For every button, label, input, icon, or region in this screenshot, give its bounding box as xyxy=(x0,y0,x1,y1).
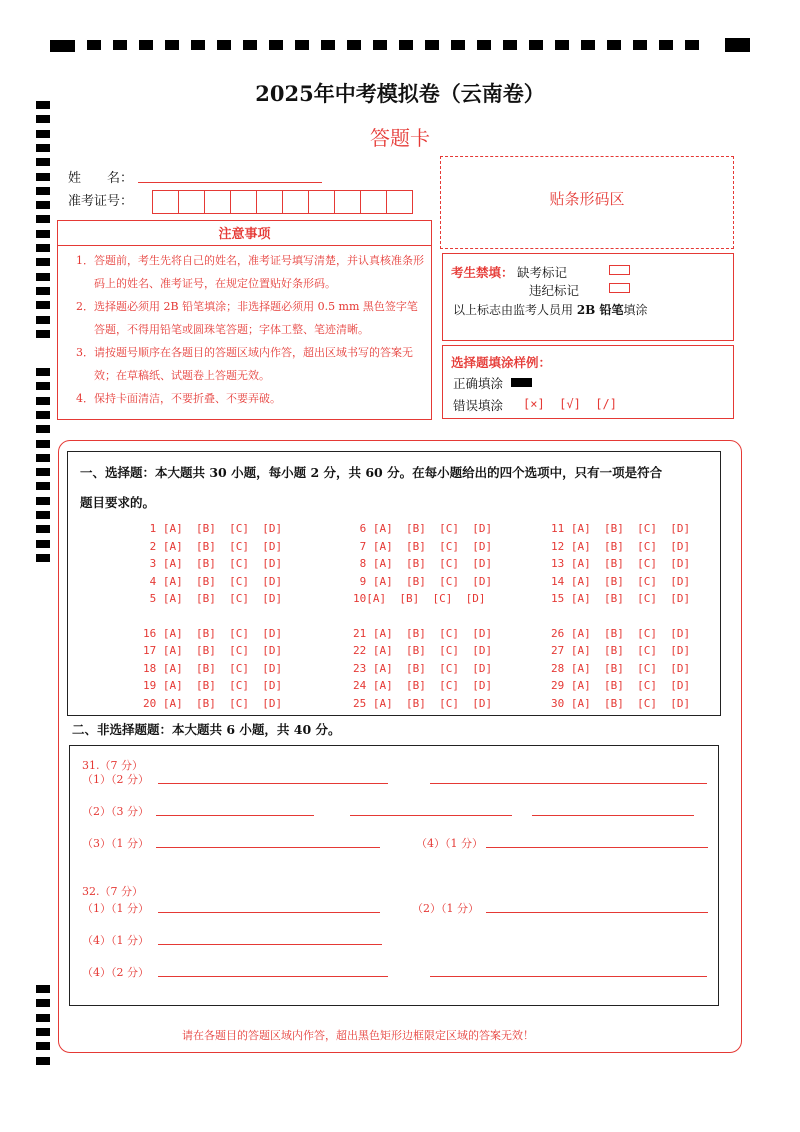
proctor-note-suffix: 填涂 xyxy=(623,303,648,317)
timing-mark xyxy=(243,40,257,50)
timing-mark xyxy=(529,40,543,50)
id-label: 准考证号： xyxy=(68,194,134,209)
choice-row[interactable]: 3 [A] [B] [C] [D] xyxy=(143,557,283,570)
notice-item: 2．选择题必须用 2B 铅笔填涂；非选择题必须用 0.5 mm 黑色签字笔答题，不得用铅笔或圆珠笔答题；字体工整、笔迹清晰。 xyxy=(76,300,418,336)
timing-mark xyxy=(347,40,361,50)
timing-mark xyxy=(36,287,50,295)
q31-part2-line[interactable] xyxy=(156,815,314,816)
timing-mark xyxy=(36,244,50,252)
choice-row[interactable]: 13 [A] [B] [C] [D] xyxy=(551,557,691,570)
choice-row[interactable]: 8 [A] [B] [C] [D] xyxy=(353,557,493,570)
choice-row[interactable]: 19 [A] [B] [C] [D] xyxy=(143,679,283,692)
timing-mark xyxy=(36,482,50,490)
choice-row[interactable]: 14 [A] [B] [C] [D] xyxy=(551,574,691,588)
choice-row[interactable]: 29 [A] [B] [C] [D] xyxy=(551,679,691,692)
q32-part2-line[interactable] xyxy=(486,912,708,913)
choice-section xyxy=(67,451,721,716)
timing-mark xyxy=(36,454,50,462)
choice-row[interactable]: 27 [A] [B] [C] [D] xyxy=(551,644,691,657)
timing-mark xyxy=(36,201,50,209)
q31-part3-line[interactable] xyxy=(156,847,380,848)
timing-mark xyxy=(36,468,50,476)
choice-section-title: 一、选择题：本大题共 30 小题，每小题 2 分，共 60 分。在每小题给出的四个选项中，只有一项是符合 xyxy=(80,465,663,480)
timing-mark xyxy=(36,397,50,405)
id-digit-box[interactable] xyxy=(257,191,283,213)
timing-mark xyxy=(217,40,231,50)
choice-row[interactable]: 26 [A] [B] [C] [D] xyxy=(551,626,691,640)
id-digit-box[interactable] xyxy=(153,191,179,213)
q32-head: 32.（7 分） xyxy=(82,885,143,898)
choice-section-title-cont: 题目要求的。 xyxy=(80,495,156,510)
timing-mark xyxy=(503,40,517,50)
footer-warning: 请在各题目的答题区域内作答，超出黑色矩形边框限定区域的答案无效！ xyxy=(182,1029,534,1042)
timing-mark xyxy=(113,40,127,50)
id-digit-box[interactable] xyxy=(387,191,412,213)
q32-part1-label: （1）（1 分） xyxy=(82,902,149,915)
timing-mark xyxy=(87,40,101,50)
timing-mark xyxy=(36,382,50,390)
timing-mark xyxy=(477,40,491,50)
choice-row[interactable]: 23 [A] [B] [C] [D] xyxy=(353,661,493,675)
timing-mark xyxy=(36,1014,50,1022)
q31-part1-line[interactable] xyxy=(158,783,388,784)
timing-mark xyxy=(685,40,699,50)
choice-row[interactable]: 24 [A] [B] [C] [D] xyxy=(353,679,493,692)
q31-part1-label: （1）（2 分） xyxy=(82,773,149,786)
exam-id-boxes[interactable] xyxy=(152,190,413,214)
choice-row[interactable]: 18 [A] [B] [C] [D] xyxy=(143,661,283,675)
timing-mark xyxy=(36,258,50,266)
choice-row[interactable]: 30 [A] [B] [C] [D] xyxy=(551,696,691,710)
timing-mark xyxy=(36,173,50,181)
choice-row[interactable]: 6 [A] [B] [C] [D] xyxy=(353,522,493,535)
timing-mark xyxy=(633,40,647,50)
timing-mark xyxy=(36,301,50,309)
timing-mark xyxy=(191,40,205,50)
wrong-fill-samples: [×] [√] [/] xyxy=(523,397,617,411)
id-digit-box[interactable] xyxy=(361,191,387,213)
q31-part1-line-2[interactable] xyxy=(430,783,707,784)
proctor-note-bold: 2B 铅笔 xyxy=(576,303,624,317)
notice-item: 1．答题前，考生先将自己的姓名，准考证号填写清楚，并认真核准条形码上的姓名、准考证号，在规定位置贴好条形码。 xyxy=(76,254,424,290)
choice-row[interactable]: 10[A] [B] [C] [D] xyxy=(353,592,486,605)
choice-row[interactable]: 25 [A] [B] [C] [D] xyxy=(353,696,493,710)
timing-mark xyxy=(36,330,50,338)
nonchoice-section-title: 二、非选择题题：本大题共 6 小题，共 40 分。 xyxy=(72,722,341,737)
choice-row[interactable]: 15 [A] [B] [C] [D] xyxy=(551,592,691,605)
timing-mark xyxy=(373,40,387,50)
q31-part4-line[interactable] xyxy=(486,847,708,848)
choice-row[interactable]: 16 [A] [B] [C] [D] xyxy=(143,626,283,640)
timing-mark xyxy=(36,230,50,238)
barcode-area xyxy=(440,156,734,249)
timing-mark xyxy=(36,554,50,562)
page-title: 2025年中考模拟卷（云南卷） xyxy=(255,81,545,106)
id-digit-box[interactable] xyxy=(335,191,361,213)
id-digit-box[interactable] xyxy=(231,191,257,213)
timing-mark xyxy=(36,316,50,324)
nonchoice-section xyxy=(69,745,719,1006)
timing-mark xyxy=(399,40,413,50)
q32-part2-label: （2）（1 分） xyxy=(412,902,479,915)
proctor-title: 考生禁填： xyxy=(451,265,514,280)
id-digit-box[interactable] xyxy=(283,191,309,213)
timing-mark xyxy=(165,40,179,50)
timing-mark xyxy=(321,40,335,50)
correct-fill-label: 正确填涂 xyxy=(453,376,504,391)
id-digit-box[interactable] xyxy=(179,191,205,213)
q32-part4-label: （4）（2 分） xyxy=(82,966,149,979)
timing-mark xyxy=(581,40,595,50)
q31-part2-label: （2）（3 分） xyxy=(82,805,149,818)
timing-mark xyxy=(36,425,50,433)
timing-mark xyxy=(659,40,673,50)
q31-part3-label: （3）（1 分） xyxy=(82,837,149,850)
q32-part3-line[interactable] xyxy=(158,944,382,945)
barcode-label: 贴条形码区 xyxy=(549,190,625,208)
q31-part2-line-2[interactable] xyxy=(350,815,512,816)
timing-mark xyxy=(269,40,283,50)
q32-part1-line[interactable] xyxy=(158,912,380,913)
id-digit-box[interactable] xyxy=(205,191,231,213)
choice-row[interactable]: 28 [A] [B] [C] [D] xyxy=(551,661,691,675)
absent-mark-box[interactable] xyxy=(609,265,630,275)
choice-row[interactable]: 11 [A] [B] [C] [D] xyxy=(551,522,691,535)
timing-mark xyxy=(139,40,153,50)
timing-mark xyxy=(50,40,75,52)
choice-row[interactable]: 5 [A] [B] [C] [D] xyxy=(143,592,283,605)
choice-row[interactable]: 1 [A] [B] [C] [D] xyxy=(143,522,283,535)
choice-row[interactable]: 2 [A] [B] [C] [D] xyxy=(143,539,283,553)
proctor-note xyxy=(453,301,648,318)
choice-row[interactable]: 9 [A] [B] [C] [D] xyxy=(353,574,493,588)
q32-part4-line[interactable] xyxy=(158,976,388,977)
timing-mark xyxy=(36,511,50,519)
timing-mark xyxy=(36,368,50,376)
q32-part4-line-2[interactable] xyxy=(430,976,707,977)
fill-example-box xyxy=(442,345,734,419)
timing-mark xyxy=(36,273,50,281)
choice-row[interactable]: 12 [A] [B] [C] [D] xyxy=(551,539,691,553)
timing-mark xyxy=(36,158,50,166)
q32-part3-label: （4）（1 分） xyxy=(82,934,149,947)
timing-mark xyxy=(36,985,50,993)
notice-box xyxy=(57,220,432,420)
q31-part4-label: （4）（1 分） xyxy=(416,837,483,850)
choice-row[interactable]: 21 [A] [B] [C] [D] xyxy=(353,626,493,640)
choice-row[interactable]: 22 [A] [B] [C] [D] xyxy=(353,644,493,657)
timing-mark xyxy=(607,40,621,50)
absent-label: 缺考标记 xyxy=(517,265,568,280)
timing-mark xyxy=(36,215,50,223)
timing-mark xyxy=(36,1057,50,1065)
proctor-only-box xyxy=(442,253,734,341)
timing-mark xyxy=(451,40,465,50)
choice-row[interactable]: 4 [A] [B] [C] [D] xyxy=(143,574,283,588)
name-field[interactable] xyxy=(138,182,322,183)
id-digit-box[interactable] xyxy=(309,191,335,213)
choice-row[interactable]: 17 [A] [B] [C] [D] xyxy=(143,644,283,657)
q31-head: 31.（7 分） xyxy=(82,759,143,772)
violation-label: 违纪标记 xyxy=(529,283,580,298)
proctor-note-prefix: 以上标志由监考人员用 xyxy=(453,303,577,317)
correct-fill-sample xyxy=(511,378,532,387)
timing-mark xyxy=(36,1042,50,1050)
wrong-fill-label: 错误填涂 xyxy=(453,398,504,413)
timing-mark xyxy=(36,440,50,448)
timing-mark xyxy=(36,187,50,195)
timing-mark xyxy=(36,411,50,419)
fill-example-title: 选择题填涂样例： xyxy=(451,355,552,370)
notice-item: 3．请按题号顺序在各题目的答题区域内作答，超出区域书写的答案无效；在草稿纸、试题卷上答题无效。 xyxy=(76,346,413,382)
answer-sheet-label: 答题卡 xyxy=(370,126,430,150)
name-label: 姓 名： xyxy=(68,171,134,186)
timing-mark xyxy=(36,497,50,505)
q31-part2-line-3[interactable] xyxy=(532,815,694,816)
timing-mark xyxy=(725,38,750,52)
choice-row[interactable]: 20 [A] [B] [C] [D] xyxy=(143,696,283,710)
timing-mark xyxy=(36,525,50,533)
timing-mark xyxy=(425,40,439,50)
notice-item: 4．保持卡面清洁，不要折叠、不要弄破。 xyxy=(76,392,281,405)
timing-mark xyxy=(36,999,50,1007)
violation-mark-box[interactable] xyxy=(609,283,630,293)
timing-mark xyxy=(295,40,309,50)
timing-mark xyxy=(555,40,569,50)
notice-title: 注意事项 xyxy=(58,221,431,246)
choice-row[interactable]: 7 [A] [B] [C] [D] xyxy=(353,539,493,553)
timing-mark xyxy=(36,540,50,548)
